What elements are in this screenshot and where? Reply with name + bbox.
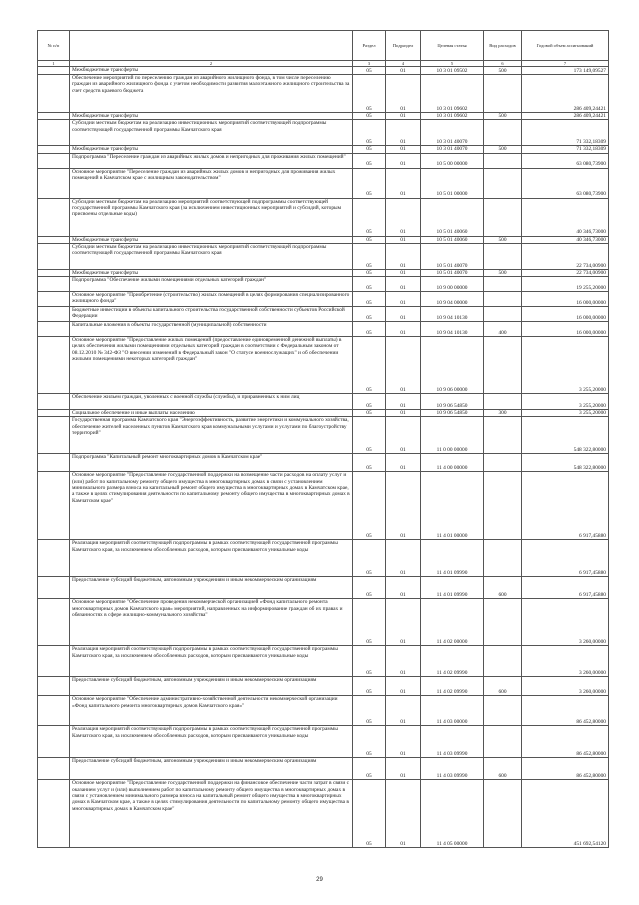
cell-amount: 6 917,45880 bbox=[522, 472, 609, 540]
cell-target: 11 4 01 09990 bbox=[421, 577, 484, 599]
cell-name: Основное мероприятие "Предоставление государственной поддержки на финансовое обеспечение части затрат в связи с оказанием услуг и (или) выполнением работ по капитальному ремонту общего имущества в многоквартирных домах в связи с установлением минимального размера взноса на капитальный ремонт общего имущества в многоквартирных домах в Камчатском крае, а также в целях стимулирования деятельности по капитальному ремонту общего имущества в многоквартирных домах в Камчатском крае" bbox=[70, 780, 353, 848]
cell-exptype bbox=[484, 153, 522, 168]
cell-amount: 86 452,80000 bbox=[522, 696, 609, 726]
cell-num bbox=[38, 153, 70, 168]
cell-subsection: 01 bbox=[386, 454, 421, 472]
cell-exptype: 600 bbox=[484, 758, 522, 780]
budget-table bbox=[37, 30, 609, 848]
cell-name: Предоставление субсидий бюджетным, автономным учреждениям и иным некоммерческим организациям bbox=[70, 577, 353, 599]
cell-section: 05 bbox=[353, 75, 386, 113]
column-number: 7 bbox=[522, 61, 609, 67]
cell-target: 10 5 01 40070 bbox=[421, 243, 484, 269]
cell-target: 10 5 01 40060 bbox=[421, 198, 484, 236]
cell-target: 11 4 02 09990 bbox=[421, 677, 484, 696]
cell-target: 11 4 01 00000 bbox=[421, 472, 484, 540]
cell-exptype: 600 bbox=[484, 677, 522, 696]
cell-target: 10 3 01 40070 bbox=[421, 146, 484, 153]
cell-name: Подпрограмма "Переселение граждан из аварийных жилых домов и непригодных для проживания жилых помещений" bbox=[70, 153, 353, 168]
cell-exptype bbox=[484, 454, 522, 472]
cell-target: 10 5 01 40060 bbox=[421, 236, 484, 243]
table-row bbox=[38, 577, 609, 599]
cell-section: 05 bbox=[353, 417, 386, 454]
cell-amount: 3 255,20000 bbox=[522, 337, 609, 394]
cell-subsection: 01 bbox=[386, 243, 421, 269]
cell-amount: 71 332,18309 bbox=[522, 146, 609, 153]
cell-exptype: 600 bbox=[484, 577, 522, 599]
cell-amount: 40 346,73000 bbox=[522, 198, 609, 236]
cell-subsection: 01 bbox=[386, 120, 421, 146]
cell-subsection: 01 bbox=[386, 292, 421, 307]
cell-exptype bbox=[484, 696, 522, 726]
table-row bbox=[38, 322, 609, 337]
cell-num bbox=[38, 540, 70, 577]
cell-section: 05 bbox=[353, 394, 386, 410]
cell-num bbox=[38, 277, 70, 292]
table-row bbox=[38, 472, 609, 540]
cell-subsection: 01 bbox=[386, 677, 421, 696]
cell-amount: 86 452,80000 bbox=[522, 726, 609, 758]
cell-num bbox=[38, 758, 70, 780]
column-number: 5 bbox=[421, 61, 484, 67]
cell-subsection: 01 bbox=[386, 417, 421, 454]
cell-target: 10 9 04 10130 bbox=[421, 322, 484, 337]
cell-amount: 6 917,45880 bbox=[522, 540, 609, 577]
cell-target: 10 3 01 09602 bbox=[421, 75, 484, 113]
cell-section: 05 bbox=[353, 322, 386, 337]
cell-subsection: 01 bbox=[386, 599, 421, 646]
cell-subsection: 01 bbox=[386, 322, 421, 337]
cell-name: Капитальные вложения в объекты государственной (муниципальной) собственности bbox=[70, 322, 353, 337]
cell-target: 10 5 00 00000 bbox=[421, 153, 484, 168]
table-row bbox=[38, 168, 609, 198]
cell-exptype bbox=[484, 75, 522, 113]
cell-amount: 16 000,00000 bbox=[522, 322, 609, 337]
cell-amount: 548 322,80000 bbox=[522, 454, 609, 472]
cell-target: 10 9 04 00000 bbox=[421, 292, 484, 307]
cell-num bbox=[38, 394, 70, 410]
cell-name: Государственная программа Камчатского края "Энергоэффективность, развитие энергетики и коммунального хозяйства, обеспечение жителей населенных пунктов Камчатского края коммунальными услугами и услугами по благоустройству территорий" bbox=[70, 417, 353, 454]
cell-target: 10 9 00 00000 bbox=[421, 277, 484, 292]
cell-name: Предоставление субсидий бюджетным, автономным учреждениям и иным некоммерческим организациям bbox=[70, 758, 353, 780]
cell-exptype bbox=[484, 198, 522, 236]
cell-exptype bbox=[484, 780, 522, 848]
cell-target: 11 4 00 00000 bbox=[421, 454, 484, 472]
cell-num bbox=[38, 322, 70, 337]
cell-num bbox=[38, 236, 70, 243]
cell-exptype: 500 bbox=[484, 113, 522, 120]
cell-name: Основное мероприятие "Предоставление жилых помещений (предоставление единовременной денежной выплаты) в целях обеспечения жилыми помещениями отдельных категорий граждан в соответствии с Федеральным законом от 08.12.2010 № 342-ФЗ "О внесении изменений в Федеральный закон "О статусе военнослужащих" и об обеспечении жилыми помещениями некоторых категорий граждан" bbox=[70, 337, 353, 394]
cell-num bbox=[38, 198, 70, 236]
cell-target: 11 4 02 09990 bbox=[421, 646, 484, 677]
cell-num bbox=[38, 146, 70, 153]
table-row bbox=[38, 726, 609, 758]
cell-target: 10 3 01 09502 bbox=[421, 67, 484, 75]
cell-amount: 173 149,09527 bbox=[522, 67, 609, 75]
cell-subsection: 01 bbox=[386, 646, 421, 677]
cell-exptype bbox=[484, 472, 522, 540]
table-row bbox=[38, 120, 609, 146]
cell-subsection: 01 bbox=[386, 269, 421, 276]
cell-subsection: 01 bbox=[386, 146, 421, 153]
cell-name: Межбюджетные трансферты bbox=[70, 269, 353, 276]
cell-section: 05 bbox=[353, 472, 386, 540]
cell-subsection: 01 bbox=[386, 75, 421, 113]
cell-section: 05 bbox=[353, 198, 386, 236]
table-row bbox=[38, 454, 609, 472]
column-number: 3 bbox=[353, 61, 386, 67]
table-row bbox=[38, 780, 609, 848]
cell-section: 05 bbox=[353, 67, 386, 75]
cell-target: 11 4 02 00000 bbox=[421, 599, 484, 646]
cell-target: 10 9 06 54850 bbox=[421, 394, 484, 410]
cell-num bbox=[38, 337, 70, 394]
cell-name: Основное мероприятие "Обеспечение административно-хозяйственной деятельности некоммерческой организации «Фонд капитального ремонта многоквартирных домов Камчатского края»" bbox=[70, 696, 353, 726]
cell-subsection: 01 bbox=[386, 540, 421, 577]
cell-section: 05 bbox=[353, 146, 386, 153]
cell-name: Межбюджетные трансферты bbox=[70, 67, 353, 75]
cell-amount: 63 080,73900 bbox=[522, 168, 609, 198]
cell-amount: 286 409,24421 bbox=[522, 75, 609, 113]
page-number: 29 bbox=[316, 877, 323, 883]
cell-section: 05 bbox=[353, 292, 386, 307]
table-row bbox=[38, 646, 609, 677]
header-name bbox=[70, 31, 353, 61]
cell-section: 05 bbox=[353, 307, 386, 322]
cell-section: 05 bbox=[353, 646, 386, 677]
cell-name: Межбюджетные трансферты bbox=[70, 113, 353, 120]
header-subsection: Подраздел bbox=[386, 31, 421, 61]
cell-name: Основное мероприятие "Переселение граждан из аварийных жилых домов и непригодных для проживания жилых помещений в Камчатском крае с жилищным законодательством" bbox=[70, 168, 353, 198]
cell-name: Предоставление субсидий бюджетным, автономным учреждениям и иным некоммерческим организациям bbox=[70, 677, 353, 696]
cell-num bbox=[38, 417, 70, 454]
cell-exptype bbox=[484, 120, 522, 146]
cell-section: 05 bbox=[353, 277, 386, 292]
cell-target: 11 0 00 00000 bbox=[421, 417, 484, 454]
cell-name: Подпрограмма "Обеспечение жилыми помещениями отдельных категорий граждан" bbox=[70, 277, 353, 292]
cell-exptype: 400 bbox=[484, 322, 522, 337]
cell-num bbox=[38, 726, 70, 758]
cell-subsection: 01 bbox=[386, 780, 421, 848]
cell-exptype: 500 bbox=[484, 67, 522, 75]
cell-name: Подпрограмма "Капитальный ремонт многоквартирных домов в Камчатском крае" bbox=[70, 454, 353, 472]
cell-section: 05 bbox=[353, 577, 386, 599]
cell-subsection: 01 bbox=[386, 337, 421, 394]
cell-section: 05 bbox=[353, 599, 386, 646]
cell-name: Социальное обеспечение и иные выплаты населению bbox=[70, 410, 353, 417]
cell-exptype bbox=[484, 726, 522, 758]
table-row bbox=[38, 67, 609, 75]
cell-name: Реализация мероприятий соответствующей подпрограммы в рамках соответствующей государственной программы Камчатского края, за исключением обособленных расходов, которым присваиваются уникальные коды bbox=[70, 726, 353, 758]
table-row bbox=[38, 307, 609, 322]
cell-exptype: 500 bbox=[484, 146, 522, 153]
cell-num bbox=[38, 67, 70, 75]
cell-num bbox=[38, 696, 70, 726]
cell-section: 05 bbox=[353, 153, 386, 168]
cell-subsection: 01 bbox=[386, 758, 421, 780]
cell-amount: 6 917,45880 bbox=[522, 577, 609, 599]
cell-num bbox=[38, 243, 70, 269]
header-section: Раздел bbox=[353, 31, 386, 61]
cell-subsection: 01 bbox=[386, 472, 421, 540]
cell-subsection: 01 bbox=[386, 726, 421, 758]
cell-subsection: 01 bbox=[386, 168, 421, 198]
cell-num bbox=[38, 646, 70, 677]
cell-num bbox=[38, 307, 70, 322]
cell-subsection: 01 bbox=[386, 577, 421, 599]
cell-amount: 40 346,73000 bbox=[522, 236, 609, 243]
column-number: 6 bbox=[484, 61, 522, 67]
cell-target: 10 3 01 09602 bbox=[421, 113, 484, 120]
cell-target: 10 9 04 10130 bbox=[421, 307, 484, 322]
cell-num bbox=[38, 292, 70, 307]
cell-section: 05 bbox=[353, 113, 386, 120]
cell-num bbox=[38, 472, 70, 540]
cell-name: Бюджетные инвестиции в объекты капитального строительства государственной собственности субъектов Российской Федерации bbox=[70, 307, 353, 322]
table-row bbox=[38, 292, 609, 307]
column-number: 4 bbox=[386, 61, 421, 67]
table-row bbox=[38, 269, 609, 276]
cell-section: 05 bbox=[353, 726, 386, 758]
cell-section: 05 bbox=[353, 168, 386, 198]
cell-name: Реализация мероприятий соответствующей подпрограммы в рамках соответствующей государственной программы Камчатского края, за исключением обособленных расходов, которым присваиваются уникальные коды bbox=[70, 646, 353, 677]
cell-num bbox=[38, 410, 70, 417]
table-row bbox=[38, 696, 609, 726]
header-target: Целевая статья bbox=[421, 31, 484, 61]
cell-amount: 86 452,80000 bbox=[522, 758, 609, 780]
cell-exptype bbox=[484, 417, 522, 454]
cell-target: 11 4 03 09990 bbox=[421, 758, 484, 780]
cell-exptype: 500 bbox=[484, 269, 522, 276]
table-header-row bbox=[38, 31, 609, 61]
cell-section: 05 bbox=[353, 410, 386, 417]
cell-amount: 548 322,80000 bbox=[522, 417, 609, 454]
header-amount: Годовой объем ассигнований bbox=[522, 31, 609, 61]
cell-section: 05 bbox=[353, 780, 386, 848]
cell-num bbox=[38, 599, 70, 646]
cell-exptype: 500 bbox=[484, 236, 522, 243]
cell-amount: 3 255,20000 bbox=[522, 410, 609, 417]
table-row bbox=[38, 198, 609, 236]
table-row bbox=[38, 75, 609, 113]
cell-section: 05 bbox=[353, 120, 386, 146]
cell-subsection: 01 bbox=[386, 394, 421, 410]
table-row bbox=[38, 236, 609, 243]
column-number: 1 bbox=[38, 61, 70, 67]
table-row bbox=[38, 337, 609, 394]
cell-num bbox=[38, 75, 70, 113]
table-row bbox=[38, 417, 609, 454]
cell-name: Обеспечение мероприятий по переселению граждан из аварийного жилищного фонда, в том числе переселению граждан из аварийного жилищного фонда с учетом необходимости развития малоэтажного жилищного строительства за счет средств краевого бюджета bbox=[70, 75, 353, 113]
cell-exptype bbox=[484, 394, 522, 410]
cell-amount: 3 255,20000 bbox=[522, 394, 609, 410]
cell-target: 10 9 06 54850 bbox=[421, 410, 484, 417]
cell-name: Субсидии местным бюджетам на реализацию мероприятий соответствующей подпрограммы соответствующей государственной программы Камчатского края (за исключением инвестиционных мероприятий и субсидий, которым присвоены отдельные коды) bbox=[70, 198, 353, 236]
cell-exptype bbox=[484, 277, 522, 292]
cell-name: Обеспечение жильем граждан, уволенных с военной службы (службы), и приравненных к ним лиц bbox=[70, 394, 353, 410]
table-row bbox=[38, 410, 609, 417]
cell-amount: 16 000,00000 bbox=[522, 307, 609, 322]
cell-exptype bbox=[484, 292, 522, 307]
cell-subsection: 01 bbox=[386, 410, 421, 417]
cell-exptype bbox=[484, 599, 522, 646]
cell-amount: 451 692,54120 bbox=[522, 780, 609, 848]
cell-amount: 71 332,18309 bbox=[522, 120, 609, 146]
cell-exptype bbox=[484, 646, 522, 677]
table-row bbox=[38, 146, 609, 153]
cell-amount: 16 000,00000 bbox=[522, 292, 609, 307]
cell-num bbox=[38, 780, 70, 848]
table-row bbox=[38, 677, 609, 696]
cell-name: Субсидии местным бюджетам на реализацию инвестиционных мероприятий соответствующей подпрограммы соответствующей государственной программы Камчатского края bbox=[70, 120, 353, 146]
cell-name: Межбюджетные трансферты bbox=[70, 236, 353, 243]
table-row bbox=[38, 113, 609, 120]
cell-subsection: 01 bbox=[386, 153, 421, 168]
cell-target: 10 3 01 40070 bbox=[421, 120, 484, 146]
cell-amount: 22 734,00900 bbox=[522, 243, 609, 269]
cell-target: 11 4 03 00000 bbox=[421, 696, 484, 726]
cell-amount: 19 255,20000 bbox=[522, 277, 609, 292]
cell-section: 05 bbox=[353, 696, 386, 726]
cell-num bbox=[38, 577, 70, 599]
cell-num bbox=[38, 113, 70, 120]
cell-section: 05 bbox=[353, 677, 386, 696]
cell-section: 05 bbox=[353, 540, 386, 577]
table-row bbox=[38, 243, 609, 269]
cell-amount: 63 080,73900 bbox=[522, 153, 609, 168]
cell-section: 05 bbox=[353, 454, 386, 472]
cell-subsection: 01 bbox=[386, 67, 421, 75]
cell-name: Межбюджетные трансферты bbox=[70, 146, 353, 153]
header-exptype: Вид расходов bbox=[484, 31, 522, 61]
cell-subsection: 01 bbox=[386, 198, 421, 236]
cell-amount: 3 260,00000 bbox=[522, 646, 609, 677]
cell-section: 05 bbox=[353, 758, 386, 780]
cell-target: 11 4 03 09990 bbox=[421, 726, 484, 758]
table-row bbox=[38, 758, 609, 780]
cell-name: Основное мероприятие "Обеспечение проведения некоммерческой организацией «Фонд капитального ремонта многоквартирных домов Камчатского края» мероприятий, направленных на информирование граждан об их правах и обязанностях в сфере жилищно-коммунального хозяйства" bbox=[70, 599, 353, 646]
cell-target: 10 9 06 00000 bbox=[421, 337, 484, 394]
cell-subsection: 01 bbox=[386, 277, 421, 292]
cell-target: 10 5 01 00000 bbox=[421, 168, 484, 198]
cell-subsection: 01 bbox=[386, 307, 421, 322]
cell-name: Реализация мероприятий соответствующей подпрограммы в рамках соответствующей государственной программы Камчатского края, за исключением обособленных расходов, которым присваиваются уникальные коды bbox=[70, 540, 353, 577]
header-num: № п/п bbox=[38, 31, 70, 61]
cell-section: 05 bbox=[353, 236, 386, 243]
cell-subsection: 01 bbox=[386, 236, 421, 243]
cell-num bbox=[38, 454, 70, 472]
table-row bbox=[38, 540, 609, 577]
cell-num bbox=[38, 677, 70, 696]
cell-amount: 22 734,00900 bbox=[522, 269, 609, 276]
cell-name: Основное мероприятие "Предоставление государственной поддержки на возмещение части расходов на оплату услуг и (или) работ по капитальному ремонту общего имущества в многоквартирных домах в связи с установлением минимального размера взноса на капитальный ремонт общего имущества в многоквартирных домах в Камчатском крае, а также в целях стимулирования деятельности по капитальному ремонту общего имущества в многоквартирных домах в Камчатском крае" bbox=[70, 472, 353, 540]
cell-exptype bbox=[484, 540, 522, 577]
cell-section: 05 bbox=[353, 269, 386, 276]
table-row bbox=[38, 599, 609, 646]
column-number: 2 bbox=[70, 61, 353, 67]
cell-num bbox=[38, 269, 70, 276]
cell-exptype bbox=[484, 307, 522, 322]
table-row bbox=[38, 153, 609, 168]
cell-target: 10 5 01 40070 bbox=[421, 269, 484, 276]
cell-exptype bbox=[484, 243, 522, 269]
cell-section: 05 bbox=[353, 337, 386, 394]
cell-num bbox=[38, 120, 70, 146]
cell-subsection: 01 bbox=[386, 696, 421, 726]
cell-exptype bbox=[484, 168, 522, 198]
cell-target: 11 4 05 00000 bbox=[421, 780, 484, 848]
cell-amount: 3 260,00000 bbox=[522, 677, 609, 696]
cell-section: 05 bbox=[353, 243, 386, 269]
table-row bbox=[38, 277, 609, 292]
cell-amount: 3 260,00000 bbox=[522, 599, 609, 646]
cell-exptype: 300 bbox=[484, 410, 522, 417]
cell-subsection: 01 bbox=[386, 113, 421, 120]
table-row bbox=[38, 394, 609, 410]
cell-exptype bbox=[484, 337, 522, 394]
cell-name: Основное мероприятие "Приобретение (строительство) жилых помещений в целях формирования специализированного жилищного фонда" bbox=[70, 292, 353, 307]
cell-name: Субсидии местным бюджетам на реализацию инвестиционных мероприятий соответствующей подпрограммы соответствующей государственной программы Камчатского края bbox=[70, 243, 353, 269]
cell-amount: 286 409,24421 bbox=[522, 113, 609, 120]
cell-num bbox=[38, 168, 70, 198]
cell-target: 11 4 01 09990 bbox=[421, 540, 484, 577]
